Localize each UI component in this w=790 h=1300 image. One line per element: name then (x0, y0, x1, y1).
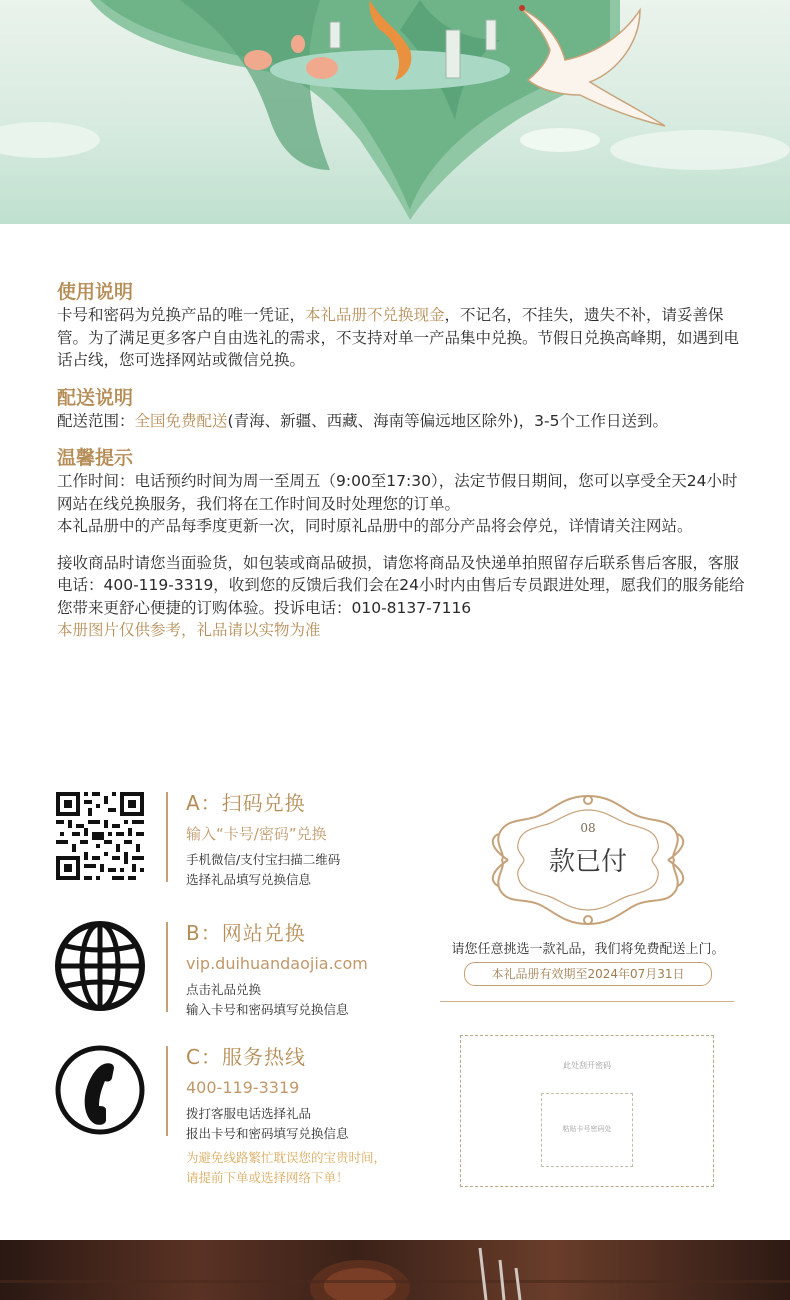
method-divider-bar (166, 922, 168, 1012)
method-web-url[interactable]: vip.duihuandaojia.com (186, 954, 368, 973)
method-divider-bar (166, 792, 168, 882)
method-divider-bar (166, 1046, 168, 1136)
bottom-food-photo (0, 1240, 790, 1300)
usage-text-2: ，不记名，不挂失，遗失不补，请妥善保管。为了满足更多客户自由选礼的需求，不支持对单一产品集中兑换。节假日兑换高峰期，如遇到电话占线，您可选择网站或微信兑换。 (57, 306, 740, 369)
validity-badge: 本礼品册有效期至2024年07月31日 (464, 962, 712, 986)
delivery-text-1: 配送范围： (57, 411, 135, 430)
delivery-highlight: 全国免费配送 (134, 411, 228, 430)
seal-number: 08 (580, 821, 596, 835)
globe-icon (54, 920, 146, 1012)
usage-text-1: 卡号和密码为兑换产品的唯一凭证， (57, 306, 306, 324)
claim-text: 请您任意挑选一款礼品，我们将免费配送上门。 (451, 942, 725, 957)
method-web-line-2: 输入卡号和密码填写兑换信息 (186, 1002, 349, 1017)
usage-heading: 使用说明 (57, 281, 134, 303)
method-web-title: B：网站兑换 (186, 921, 306, 945)
method-scan-title: A：扫码兑换 (186, 791, 306, 815)
method-phone-warning-1: 为避免线路繁忙耽误您的宝贵时间， (186, 1150, 387, 1165)
method-web-line-1: 点击礼品兑换 (186, 982, 262, 997)
seal-text: 款已付 (548, 847, 628, 877)
delivery-text-2: (青海、新疆、西藏、海南等偏远地区除外)，3-5个工作日送到。 (227, 411, 668, 430)
method-scan-text (186, 790, 446, 890)
usage-paragraph (57, 304, 747, 372)
method-scan-line-1: 手机微信/支付宝扫描二维码 (186, 852, 341, 867)
top-banner-illustration (0, 0, 790, 224)
delivery-heading: 配送说明 (57, 386, 134, 409)
panel-divider (440, 1001, 734, 1002)
method-phone-line-1: 拨打客服电话选择礼品 (186, 1106, 312, 1121)
card-code-sticker-area (541, 1093, 633, 1167)
qr-code-icon[interactable] (54, 790, 146, 882)
paid-seal-ornament (438, 790, 738, 930)
tips-paragraph-1: 工作时间：电话预约时间为周一至周五（9:00至17:30），法定节假日期间，您可以享受全天24小时网站在线兑换服务，我们将在工作时间及时处理您的订单。 (57, 472, 738, 513)
usage-highlight: 本礼品册不兑换现金 (305, 306, 445, 324)
method-phone-line-2: 报出卡号和密码填写兑换信息 (186, 1126, 349, 1141)
method-phone-warning-2: 请提前下单或选择网络下单！ (186, 1170, 349, 1185)
method-phone-text (186, 1044, 446, 1188)
tips-paragraph-3: 接收商品时请您当面验货，如包装或商品破损，请您将商品及快递单拍照留存后联系售后客服，客服电话：400-119-3319，收到您的反馈后我们会在24小时内由售后专员跟进处理，愿我们的服务能给您带来更舒心便捷的订购体验。投诉电话：010-8137-7116 (57, 553, 745, 617)
sticker-label: 粘贴卡号密码处 (562, 1125, 612, 1133)
tips-paragraph-2: 本礼品册中的产品每季度更新一次，同时原礼品册中的部分产品将会停兑，详情请关注网站。 (57, 517, 693, 535)
disclaimer: 本册图片仅供参考，礼品请以实物为准 (57, 621, 321, 639)
delivery-paragraph (57, 410, 747, 433)
method-phone-number[interactable]: 400-119-3319 (186, 1078, 300, 1097)
method-scan (54, 790, 434, 890)
notes-section (57, 280, 747, 642)
scratch-area[interactable] (460, 1035, 714, 1187)
redemption-panel (438, 790, 738, 1133)
telephone-icon (54, 1044, 146, 1136)
steak-photo-illustration (0, 1240, 790, 1300)
tips-heading: 温馨提示 (57, 447, 134, 469)
method-web-text (186, 920, 446, 1020)
method-phone-title: C：服务热线 (186, 1045, 306, 1069)
method-web (54, 920, 434, 1020)
method-scan-line-2: 选择礼品填写兑换信息 (186, 872, 312, 887)
lotus-mountain-crane-illustration (0, 0, 790, 224)
method-scan-subtitle: 输入“卡号/密码”兑换 (186, 825, 327, 843)
method-phone (54, 1044, 434, 1194)
scratch-label: 此处刮开密码 (563, 1061, 611, 1070)
